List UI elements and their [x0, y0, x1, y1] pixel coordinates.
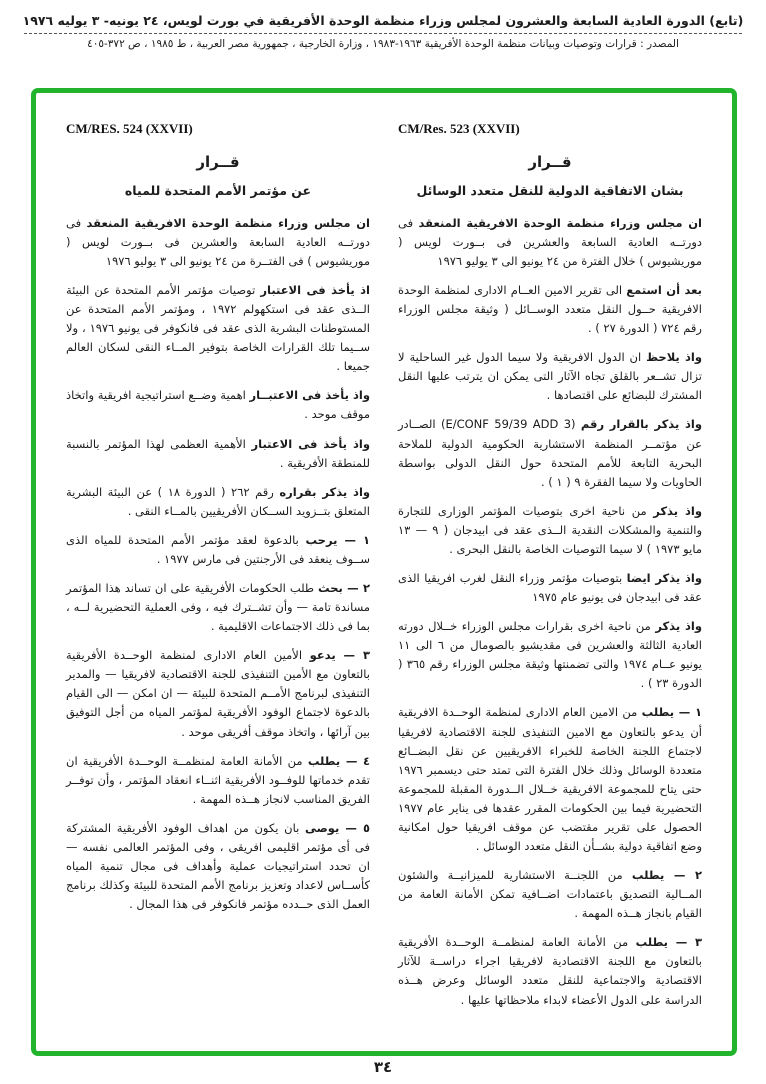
- paragraph-text: الى تقرير الامين العــام الادارى لمنظمة الوحدة الافريقية حــول النقل متعدد الوســائل ( وثيقة مجلس الوزراء رقم ٧٢٤ ( الدورة ٢٧ ) .: [398, 282, 702, 336]
- resolution-ref: CM/Res. 523 (XXVII): [398, 121, 520, 136]
- paragraph-lead: واذ يذكر: [655, 619, 702, 634]
- paragraph: [398, 569, 702, 607]
- paragraph-text: ان الدول الافريقية ولا سيما الدول غير الساحلية لا تزال تشــعر بالقلق تجاه الآثار التى يمكن ان يترتب عليها النقل المشترك للبضائع على اقتصادها .: [398, 350, 702, 403]
- paragraph: [66, 752, 370, 809]
- paragraph-lead: واذ يذكر بقراره: [279, 484, 371, 499]
- paragraph-text: من الأمانة العامة لمنظمــة الوحــدة الأفريقية ان تقدم خدماتها للوفــود الأفريقية اثنــاء انعقاد المؤتمر ، وأن توفــر الفريق المناسب لانجاز هــذه المهمة .: [66, 753, 370, 806]
- resolution-subject: بشان الاتفاقية الدولية للنقل متعدد الوسائل: [416, 183, 684, 198]
- paragraph-text: رقم ٢٦٢ ( الدورة ١٨ ) عن البيئة البشرية المتعلق بتــزويد الســكان الأفريقيين بالمــاء النقى .: [66, 484, 370, 518]
- page-number: ٣٤: [373, 1058, 393, 1076]
- resolution-subject: عن مؤتمر الأمم المتحدة للمياه: [124, 183, 312, 198]
- paragraph-text: من ناحية اخرى بتوصيات المؤتمر الوزارى للتجارة والتنمية والمشكلات النقدية الــذى عقد فى ابيدجان ( ٩ — ١٣ مايو ١٩٧٣ ) لا سيما التوصيات الخاصة بالنقل البحرى .: [398, 503, 703, 556]
- paragraph-text: الأمين العام الادارى لمنظمة الوحــدة الأفريقية بالتعاون مع الأمين التنفيذى للجنة الاقتصادية لافريقيا — والمدير التنفيذى لبرنامج الأمــم المتحدة للبيئة — ان امكن — الى القيام بالدعوة لاجتماع الوفود الأفريقية لمؤتمر المياه من أجل التوفيق بين آرائها ، واتخاذ موقف أفريقى موحد .: [66, 648, 370, 739]
- paragraph-lead: ٤ — يطلب: [307, 753, 370, 768]
- paragraph-lead: ٥ — يوصى: [305, 820, 370, 835]
- paragraph-text: من الامين العام الادارى لمنظمة الوحــدة الافريقية أن يدعو بالتعاون مع الامين التنفيذى للجنة الاقتصادية لافريقيا لاجتماع اللجنة الخاصة للخبراء الافريقيين عن نقل البضــائع متعددة الوسائل وذلك خلال الفترة التى تمتد حتى ديسمبر ١٩٧٦ حتى يتاح للمجموعة الافريقية خــلال الــدورة المقبلة للمجموعة التحضيرية فيما بين الحكومات المقرر عقدها فى يناير عام ١٩٧٧ الحصول على تقرير مقتضب عن موقف افريقيا حول امكانية وضع اتفاقية دولية بشــأن النقل متعدد الوسائل .: [398, 705, 702, 854]
- paragraph-lead: ١ — يطلب: [641, 705, 702, 720]
- paragraph: [398, 281, 702, 338]
- paragraph: [66, 579, 370, 636]
- paragraph-lead: واذ يأخذ فى الاعتبــار: [249, 388, 370, 403]
- paragraph-text: اهمية وضــع استراتيجية افريقية واتخاذ موقف موحد .: [66, 388, 370, 422]
- paragraph: [398, 933, 702, 1009]
- resolution-524-column: [66, 121, 370, 1020]
- paragraph-text: فى دورتــه العادية السابعة والعشرين فى بــورت لويس ( موريشيوس ) فى الفتــرة من ٢٤ يونيو الى ٣ يوليو ١٩٧٦: [66, 215, 370, 268]
- paragraph-text: من الأمانة العامة لمنظمــة الوحــدة الأفريقية بالتعاون مع اللجنة الاقتصادية لافريقيا اجراء دراســة للآثار الاقتصادية والاجتماعية للنقل متعدد الوسائل وعرض هــذه الدراسة على الدول الأعضاء لابداء ملاحظاتها عليها .: [398, 935, 702, 1007]
- paragraph: [66, 819, 370, 914]
- paragraph: [398, 703, 702, 856]
- paragraph-lead: واذ يذكر: [653, 503, 702, 518]
- paragraph: [66, 435, 370, 473]
- resolution-title: قــرار: [196, 153, 240, 171]
- paragraph: [398, 348, 702, 405]
- resolution-ref: CM/RES. 524 (XXVII): [66, 121, 193, 136]
- paragraph: [398, 866, 702, 923]
- paragraph: [66, 386, 370, 424]
- header-divider: [24, 33, 742, 34]
- paragraph: [66, 483, 370, 521]
- paragraph-lead: ان مجلس وزراء منظمة الوحدة الافريقية المنعقد: [418, 215, 702, 230]
- paragraph-text: من اللجنــة الاستشارية للميزانيــة والشئون المــالية التصديق باعتمادات اضــافية تمكن الأمانة العامة من القيام بانجاز هــذه المهمة .: [398, 868, 702, 921]
- paragraph-lead: واذ يلاحظ: [646, 350, 702, 365]
- paragraph: [66, 646, 370, 741]
- paragraph-text: فى دورتــه العادية السابعة والعشرين فى بــورت لويس ( موريشيوس ) خلال الفترة من ٢٤ يونيو الى ٣ يوليو ١٩٧٦: [398, 215, 702, 268]
- paragraph: [398, 415, 702, 491]
- paragraph-text: بان يكون من اهداف الوفود الأفريقية المشتركة فى أى مؤتمر اقليمى افريقى ، وفى المؤتمر العالمى نفسه — ان تحدد استراتيجيات عملية وأهداف فى مجال تنمية المياه كأســاس لاعداد وتعزيز برنامج الأمم المتحدة للبيئة وكذلك برنامج العمل الذى حــدده مؤتمر فانكوفر فى هذا المجال .: [66, 820, 370, 912]
- paragraph: [66, 531, 370, 569]
- paragraph: [66, 281, 370, 376]
- paragraph-lead: بعد أن استمع: [626, 282, 702, 297]
- paragraph-text: طلب الحكومات الأفريقية على ان تساند هذا المؤتمر مساندة تامة — وأن تشــترك فيه ، وفى العملية التحضيرية لــه ، بما فى ذلك الاجتماعات الاقليمية .: [66, 581, 370, 634]
- paragraph-lead: ٢ — بحث: [318, 581, 370, 595]
- paragraph: [398, 214, 702, 271]
- paragraph-text: من ناحية اخرى بقرارات مجلس الوزراء خــلال دورته العادية الثالثة والعشرين فى مقديشيو بالصومال من ٦ الى ١١ يونيو عــام ١٩٧٤ والتى تضمنتها وثيقة مجلس الوزراء رقم ٣٦٥ ( الدورة ٢٣ ) .: [398, 619, 702, 691]
- paragraph-text: الأهمية العظمى لهذا المؤتمر بالنسبة للمنطقة الأفريقية .: [66, 436, 370, 470]
- paragraph-text: (E/CONF 59/39 ADD 3) الصــادر عن مؤتمــر المنظمة الاستشارية الحكومية الدولية للملاحة البحرية التابعة للأمم المتحدة حول النقل الدولى بواسطة الحاويات ولا سيما الفقرة ٩ ( ١ ) .: [398, 417, 702, 489]
- paragraph-text: توصيات مؤتمر الأمم المتحدة عن البيئة الــذى عقد فى استكهولم ١٩٧٢ ، ومؤتمر الأمم المتحدة عن المستوطنات البشرية الذى عقد فى فانكوفر فى يونيو ١٩٧٦ ، ولا ســيما تلك القرارات الخاصة بتوفير المــاء النقى لسكان العالم جميعا .: [66, 282, 371, 374]
- header-source-line: المصدر : قرارات وتوصيات وبيانات منظمة الوحدة الأفريقية ١٩٦٣-١٩٨٣ ، وزارة الخارجية ، جمهورية مصر العربية ، ط ١٩٨٥ ، ص ٣٧٢-٤٠٥: [87, 38, 679, 50]
- paragraph-text: بالدعوة لعقد مؤتمر الأمم المتحدة للمياه الذى ســوف ينعقد فى الأرجنتين فى مارس ١٩٧٧ .: [66, 532, 370, 566]
- paragraph-lead: ١ — يرحب: [305, 532, 370, 547]
- paragraph-lead: ان مجلس وزراء منظمة الوحدة الافريقية المنعقد: [86, 215, 370, 230]
- paragraph-lead: واذ يذكر بالقرار رقم: [580, 417, 702, 432]
- paragraph-lead: ٢ — يطلب: [631, 868, 702, 883]
- paragraph-lead: اذ يأخذ فى الاعتبار: [260, 282, 370, 297]
- paragraph-lead: واذ يأخذ فى الاعتبار: [251, 436, 370, 451]
- document-frame: [31, 88, 737, 1056]
- paragraph: [398, 502, 702, 559]
- paragraph-lead: ٣ — يطلب: [635, 935, 702, 950]
- header-session-line: (تابع) الدورة العادية السابعة والعشرون لمجلس وزراء منظمة الوحدة الأفريقية في بورت لويس، ٢٤ يونيه- ٣ يوليه ١٩٧٦: [22, 13, 744, 28]
- paragraph: [398, 617, 702, 693]
- resolution-523-column: [398, 121, 702, 1020]
- page-header: [0, 0, 766, 50]
- resolution-title: قــرار: [528, 153, 572, 171]
- paragraph: [66, 214, 370, 271]
- paragraph-lead: واذ يذكر ايضا: [626, 571, 702, 585]
- resolution-columns: [36, 93, 732, 1028]
- paragraph-lead: ٣ — يدعو: [309, 648, 370, 663]
- paragraph-text: بتوصيات مؤتمر وزراء النقل لغرب افريقيا الذى عقد فى ابيدجان فى يونيو عام ١٩٧٥: [398, 571, 702, 605]
